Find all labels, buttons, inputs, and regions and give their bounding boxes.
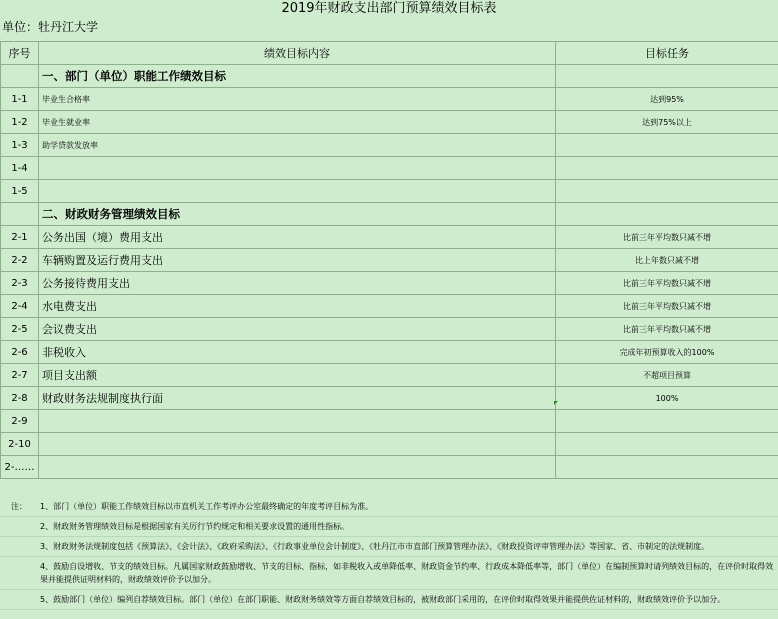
row-seq[interactable]: 2-7 <box>1 364 39 387</box>
note-row <box>0 537 778 557</box>
row-seq[interactable]: 2-5 <box>1 318 39 341</box>
row-seq[interactable]: 1-5 <box>1 180 39 203</box>
cell-comment-marker-icon <box>554 401 558 405</box>
row-content[interactable]: 公务出国（境）费用支出 <box>39 226 556 249</box>
note-text[interactable]: 5、鼓励部门（单位）编列自荐绩效目标。部门（单位）在部门职能、财政财务绩效等方面自荐绩效目标的，被财政部门采用的，在评价时取得效果并能提供佐证材料的，财政绩效评价予以加分。 <box>40 595 726 604</box>
row-content[interactable] <box>39 456 556 479</box>
header-target[interactable]: 目标任务 <box>556 42 778 65</box>
row-seq[interactable]: 2-…… <box>1 456 39 479</box>
row-seq[interactable]: 2-8 <box>1 387 39 410</box>
table-row <box>1 341 778 364</box>
row-target[interactable] <box>556 456 778 479</box>
row-content[interactable] <box>39 433 556 456</box>
note-text[interactable]: 4、鼓励自设增收、节支的绩效目标。凡属国家财政鼓励增收、节支的目标、指标，如非税收入或单降低率、财政资金节约率、行政成本降低率等，部门（单位）在编制预算时请列绩效目标的，在评价时取得效果并能提供证明材料的，财政绩效评价予以加分。 <box>40 562 774 584</box>
table-row <box>1 88 778 111</box>
section-target-cell[interactable] <box>556 203 778 226</box>
table-row <box>1 249 778 272</box>
table-row <box>1 364 778 387</box>
note-row <box>0 590 778 610</box>
row-target[interactable]: 达到95% <box>556 88 778 111</box>
table-row <box>1 226 778 249</box>
row-target[interactable]: 比前三年平均数只减不增 <box>556 318 778 341</box>
note-text[interactable]: 1、部门（单位）职能工作绩效目标以市直机关工作考评办公室最终确定的年度考评目标为准。 <box>40 502 374 511</box>
row-seq[interactable]: 1-4 <box>1 157 39 180</box>
row-seq[interactable]: 2-10 <box>1 433 39 456</box>
table-row <box>1 157 778 180</box>
table-row <box>1 295 778 318</box>
row-content[interactable]: 毕业生合格率 <box>39 88 556 111</box>
notes-label: 注： <box>11 502 27 511</box>
page-title: 2019年财政支出部门预算绩效目标表 <box>0 0 778 17</box>
row-target[interactable]: 比前三年平均数只减不增 <box>556 295 778 318</box>
row-content[interactable]: 会议费支出 <box>39 318 556 341</box>
table-header-row <box>1 42 778 65</box>
section-target-cell[interactable] <box>556 65 778 88</box>
note-row <box>0 517 778 537</box>
row-content[interactable]: 毕业生就业率 <box>39 111 556 134</box>
row-content[interactable] <box>39 410 556 433</box>
table-row <box>1 387 778 410</box>
row-seq[interactable]: 2-9 <box>1 410 39 433</box>
section-seq-cell[interactable] <box>1 65 39 88</box>
row-content[interactable]: 非税收入 <box>39 341 556 364</box>
row-target[interactable] <box>556 180 778 203</box>
section-row-2 <box>1 203 778 226</box>
row-target[interactable] <box>556 134 778 157</box>
table-row <box>1 410 778 433</box>
row-target[interactable]: 比上年数只减不增 <box>556 249 778 272</box>
row-target[interactable]: 比前三年平均数只减不增 <box>556 272 778 295</box>
row-seq[interactable]: 2-4 <box>1 295 39 318</box>
performance-table <box>0 41 778 479</box>
notes-section <box>0 497 778 610</box>
row-target[interactable] <box>556 410 778 433</box>
section-seq-cell[interactable] <box>1 203 39 226</box>
row-seq[interactable]: 1-3 <box>1 134 39 157</box>
row-target[interactable]: 达到75%以上 <box>556 111 778 134</box>
table-row <box>1 134 778 157</box>
note-row <box>0 557 778 590</box>
section-title-1[interactable]: 一、部门（单位）职能工作绩效目标 <box>39 65 556 88</box>
table-row <box>1 180 778 203</box>
row-target[interactable]: 比前三年平均数只减不增 <box>556 226 778 249</box>
note-spacer <box>0 590 38 609</box>
row-content[interactable]: 助学贷款发放率 <box>39 134 556 157</box>
row-seq[interactable]: 2-1 <box>1 226 39 249</box>
row-content[interactable] <box>39 157 556 180</box>
row-target[interactable]: 不超项目预算 <box>556 364 778 387</box>
table-row <box>1 272 778 295</box>
row-seq[interactable]: 1-2 <box>1 111 39 134</box>
section-title-2[interactable]: 二、财政财务管理绩效目标 <box>39 203 556 226</box>
row-content[interactable]: 车辆购置及运行费用支出 <box>39 249 556 272</box>
row-content[interactable]: 水电费支出 <box>39 295 556 318</box>
note-row <box>0 497 778 517</box>
row-seq[interactable]: 2-3 <box>1 272 39 295</box>
header-seq[interactable]: 序号 <box>1 42 39 65</box>
note-spacer <box>0 537 38 556</box>
table-row <box>1 111 778 134</box>
header-content[interactable]: 绩效目标内容 <box>39 42 556 65</box>
unit-label: 单位：牡丹江大学 <box>2 20 99 34</box>
note-spacer <box>0 517 38 536</box>
table-row <box>1 318 778 341</box>
row-seq[interactable]: 1-1 <box>1 88 39 111</box>
note-spacer <box>0 557 38 589</box>
table-row <box>1 456 778 479</box>
row-content[interactable]: 财政财务法规制度执行面 <box>39 387 556 410</box>
row-content[interactable]: 项目支出额 <box>39 364 556 387</box>
row-target[interactable]: 100% <box>556 387 778 410</box>
section-row-1 <box>1 65 778 88</box>
row-content[interactable] <box>39 180 556 203</box>
row-target[interactable] <box>556 157 778 180</box>
row-content[interactable]: 公务接待费用支出 <box>39 272 556 295</box>
row-target[interactable]: 完成年初预算收入的100% <box>556 341 778 364</box>
row-seq[interactable]: 2-6 <box>1 341 39 364</box>
note-text[interactable]: 3、财政财务法规制度包括《预算法》、《会计法》、《政府采购法》、《行政事业单位会计制度》、《牡丹江市市直部门预算管理办法》、《财政投资评审管理办法》等国家、省、市制定的法规制度。 <box>40 542 710 551</box>
note-text[interactable]: 2、财政财务管理绩效目标是根据国家有关厉行节约规定和相关要求设置的通用性指标。 <box>40 522 350 531</box>
row-target[interactable] <box>556 433 778 456</box>
row-seq[interactable]: 2-2 <box>1 249 39 272</box>
table-row <box>1 433 778 456</box>
